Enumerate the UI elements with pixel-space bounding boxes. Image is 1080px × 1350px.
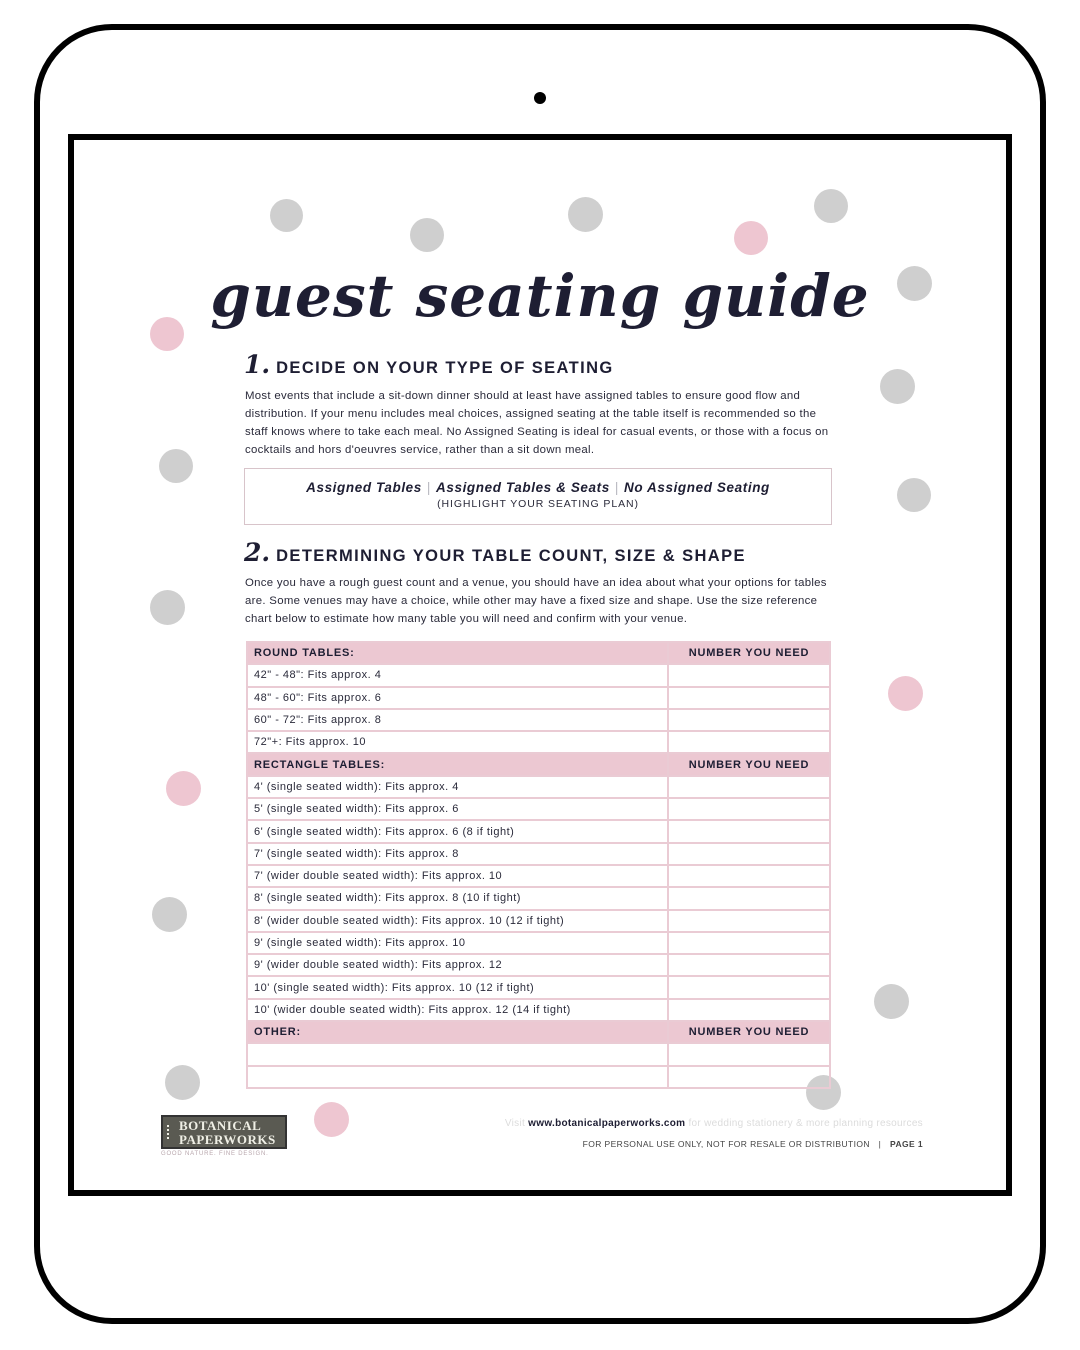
table-size-cell: 48" - 60": Fits approx. 6 [247,687,668,709]
table-size-cell: 9' (single seated width): Fits approx. 10 [247,932,668,954]
page-number: PAGE 1 [890,1139,923,1149]
table-group-header [247,642,830,664]
option-divider: | [426,480,431,495]
table-row [247,664,830,686]
table-group-header [247,1021,830,1043]
number-needed-cell[interactable] [668,932,830,954]
group-label: ROUND TABLES: [247,642,668,664]
confetti-dot [150,590,185,625]
section-2-heading [244,538,746,567]
seating-options-note: (HIGHLIGHT YOUR SEATING PLAN) [437,498,639,510]
website-link[interactable]: www.botanicalpaperworks.com [528,1118,686,1129]
confetti-dot [152,897,187,932]
logo-line-2: PAPERWORKS [179,1132,276,1147]
section-2-body: Once you have a rough guest count and a venue, you should have an idea about what your options for tables are. Some venues may have a choice, while other may have a fixed size and shape. Use the size reference chart below to estimate how many table you will need and confirm with your venue. [245,577,827,625]
confetti-dot [270,199,303,232]
rights-notice: FOR PERSONAL USE ONLY, NOT FOR RESALE OR DISTRIBUTION [582,1139,870,1149]
visit-prefix: Visit [504,1118,526,1129]
confetti-dot [874,984,909,1019]
confetti-dot [568,197,603,232]
table-size-cell [247,1043,668,1065]
table-size-chart [246,641,831,1089]
table-size-cell: 42" - 48": Fits approx. 4 [247,664,668,686]
number-needed-cell[interactable] [668,976,830,998]
confetti-dot [314,1102,349,1137]
section-1-heading [244,350,614,379]
number-needed-cell[interactable] [668,687,830,709]
confetti-dot [880,369,915,404]
table-row [247,954,830,976]
table-size-cell: 7' (wider double seated width): Fits approx. 10 [247,865,668,887]
section-1-number: 1. [244,350,271,379]
table-row [247,887,830,909]
number-needed-cell[interactable] [668,887,830,909]
table-row [247,709,830,731]
table-group-header [247,753,830,775]
number-needed-cell[interactable] [668,910,830,932]
botanical-paperworks-logo [161,1115,287,1149]
logo-line-1: BOTANICAL [179,1118,262,1133]
confetti-dot [165,1065,200,1100]
table-row [247,999,830,1021]
number-needed-cell[interactable] [668,865,830,887]
table-size-cell: 10' (single seated width): Fits approx. 10 (12 if tight) [247,976,668,998]
table-row [247,843,830,865]
number-needed-cell[interactable] [668,820,830,842]
need-column-header: NUMBER YOU NEED [668,642,830,664]
confetti-dot [734,221,768,255]
section-1-title: DECIDE ON YOUR TYPE OF SEATING [276,359,614,377]
seating-options-box [244,468,832,525]
option-no-assigned-seating: No Assigned Seating [623,480,770,495]
logo-tagline: GOOD NATURE. FINE DESIGN. [161,1151,269,1157]
confetti-dot [814,189,848,223]
group-label: RECTANGLE TABLES: [247,753,668,775]
table-size-cell: 7' (single seated width): Fits approx. 8 [247,843,668,865]
page-title: guest seating guide [210,262,870,330]
confetti-dot [166,771,201,806]
logo-mark-icon [167,1125,174,1139]
table-size-cell: 5' (single seated width): Fits approx. 6 [247,798,668,820]
table-row [247,687,830,709]
table-size-cell: 60" - 72": Fits approx. 8 [247,709,668,731]
option-assigned-tables-seats: Assigned Tables & Seats [436,480,610,495]
table-size-cell: 8' (single seated width): Fits approx. 8 (10 if tight) [247,887,668,909]
option-assigned-tables: Assigned Tables [306,480,422,495]
table-row [247,932,830,954]
table-row [247,910,830,932]
visit-suffix: for wedding stationery & more planning resources [688,1118,923,1129]
footer-visit-line [505,1118,923,1129]
need-column-header: NUMBER YOU NEED [668,753,830,775]
table-row [247,1066,830,1088]
table-size-cell [247,1066,668,1088]
number-needed-cell[interactable] [668,1043,830,1065]
table-row [247,731,830,753]
number-needed-cell[interactable] [668,798,830,820]
table-size-cell: 10' (wider double seated width): Fits approx. 12 (14 if tight) [247,999,668,1021]
need-column-header: NUMBER YOU NEED [668,1021,830,1043]
number-needed-cell[interactable] [668,776,830,798]
table-row [247,1043,830,1065]
number-needed-cell[interactable] [668,1066,830,1088]
table-row [247,820,830,842]
table-row [247,865,830,887]
section-2-number: 2. [244,538,271,567]
number-needed-cell[interactable] [668,999,830,1021]
confetti-dot [410,218,444,252]
confetti-dot [897,478,931,512]
section-1-body: Most events that include a sit-down dinner should at least have assigned tables to ensure good flow and distribution. If your menu includes meal choices, assigned seating at the table itself is recommended so the staff knows where to take each meal. No Assigned Seating is ideal for casual events, or those with a focus on cocktails and hors d'oeuvres service, rather than a sit down meal. [245,390,829,456]
table-size-cell: 9' (wider double seated width): Fits approx. 12 [247,954,668,976]
table-row [247,776,830,798]
section-2-title: DETERMINING YOUR TABLE COUNT, SIZE & SHAPE [276,547,746,565]
number-needed-cell[interactable] [668,954,830,976]
camera-icon [534,92,546,104]
number-needed-cell[interactable] [668,843,830,865]
table-size-cell: 8' (wider double seated width): Fits approx. 10 (12 if tight) [247,910,668,932]
footer-divider: | [878,1139,882,1149]
group-label: OTHER: [247,1021,668,1043]
option-divider: | [614,480,619,495]
table-size-cell: 4' (single seated width): Fits approx. 4 [247,776,668,798]
footer-rights-line [583,1139,923,1149]
table-size-cell: 6' (single seated width): Fits approx. 6 (8 if tight) [247,820,668,842]
confetti-dot [159,449,193,483]
number-needed-cell[interactable] [668,664,830,686]
table-row [247,976,830,998]
number-needed-cell[interactable] [668,731,830,753]
table-row [247,798,830,820]
table-size-cell: 72"+: Fits approx. 10 [247,731,668,753]
confetti-dot [888,676,923,711]
number-needed-cell[interactable] [668,709,830,731]
